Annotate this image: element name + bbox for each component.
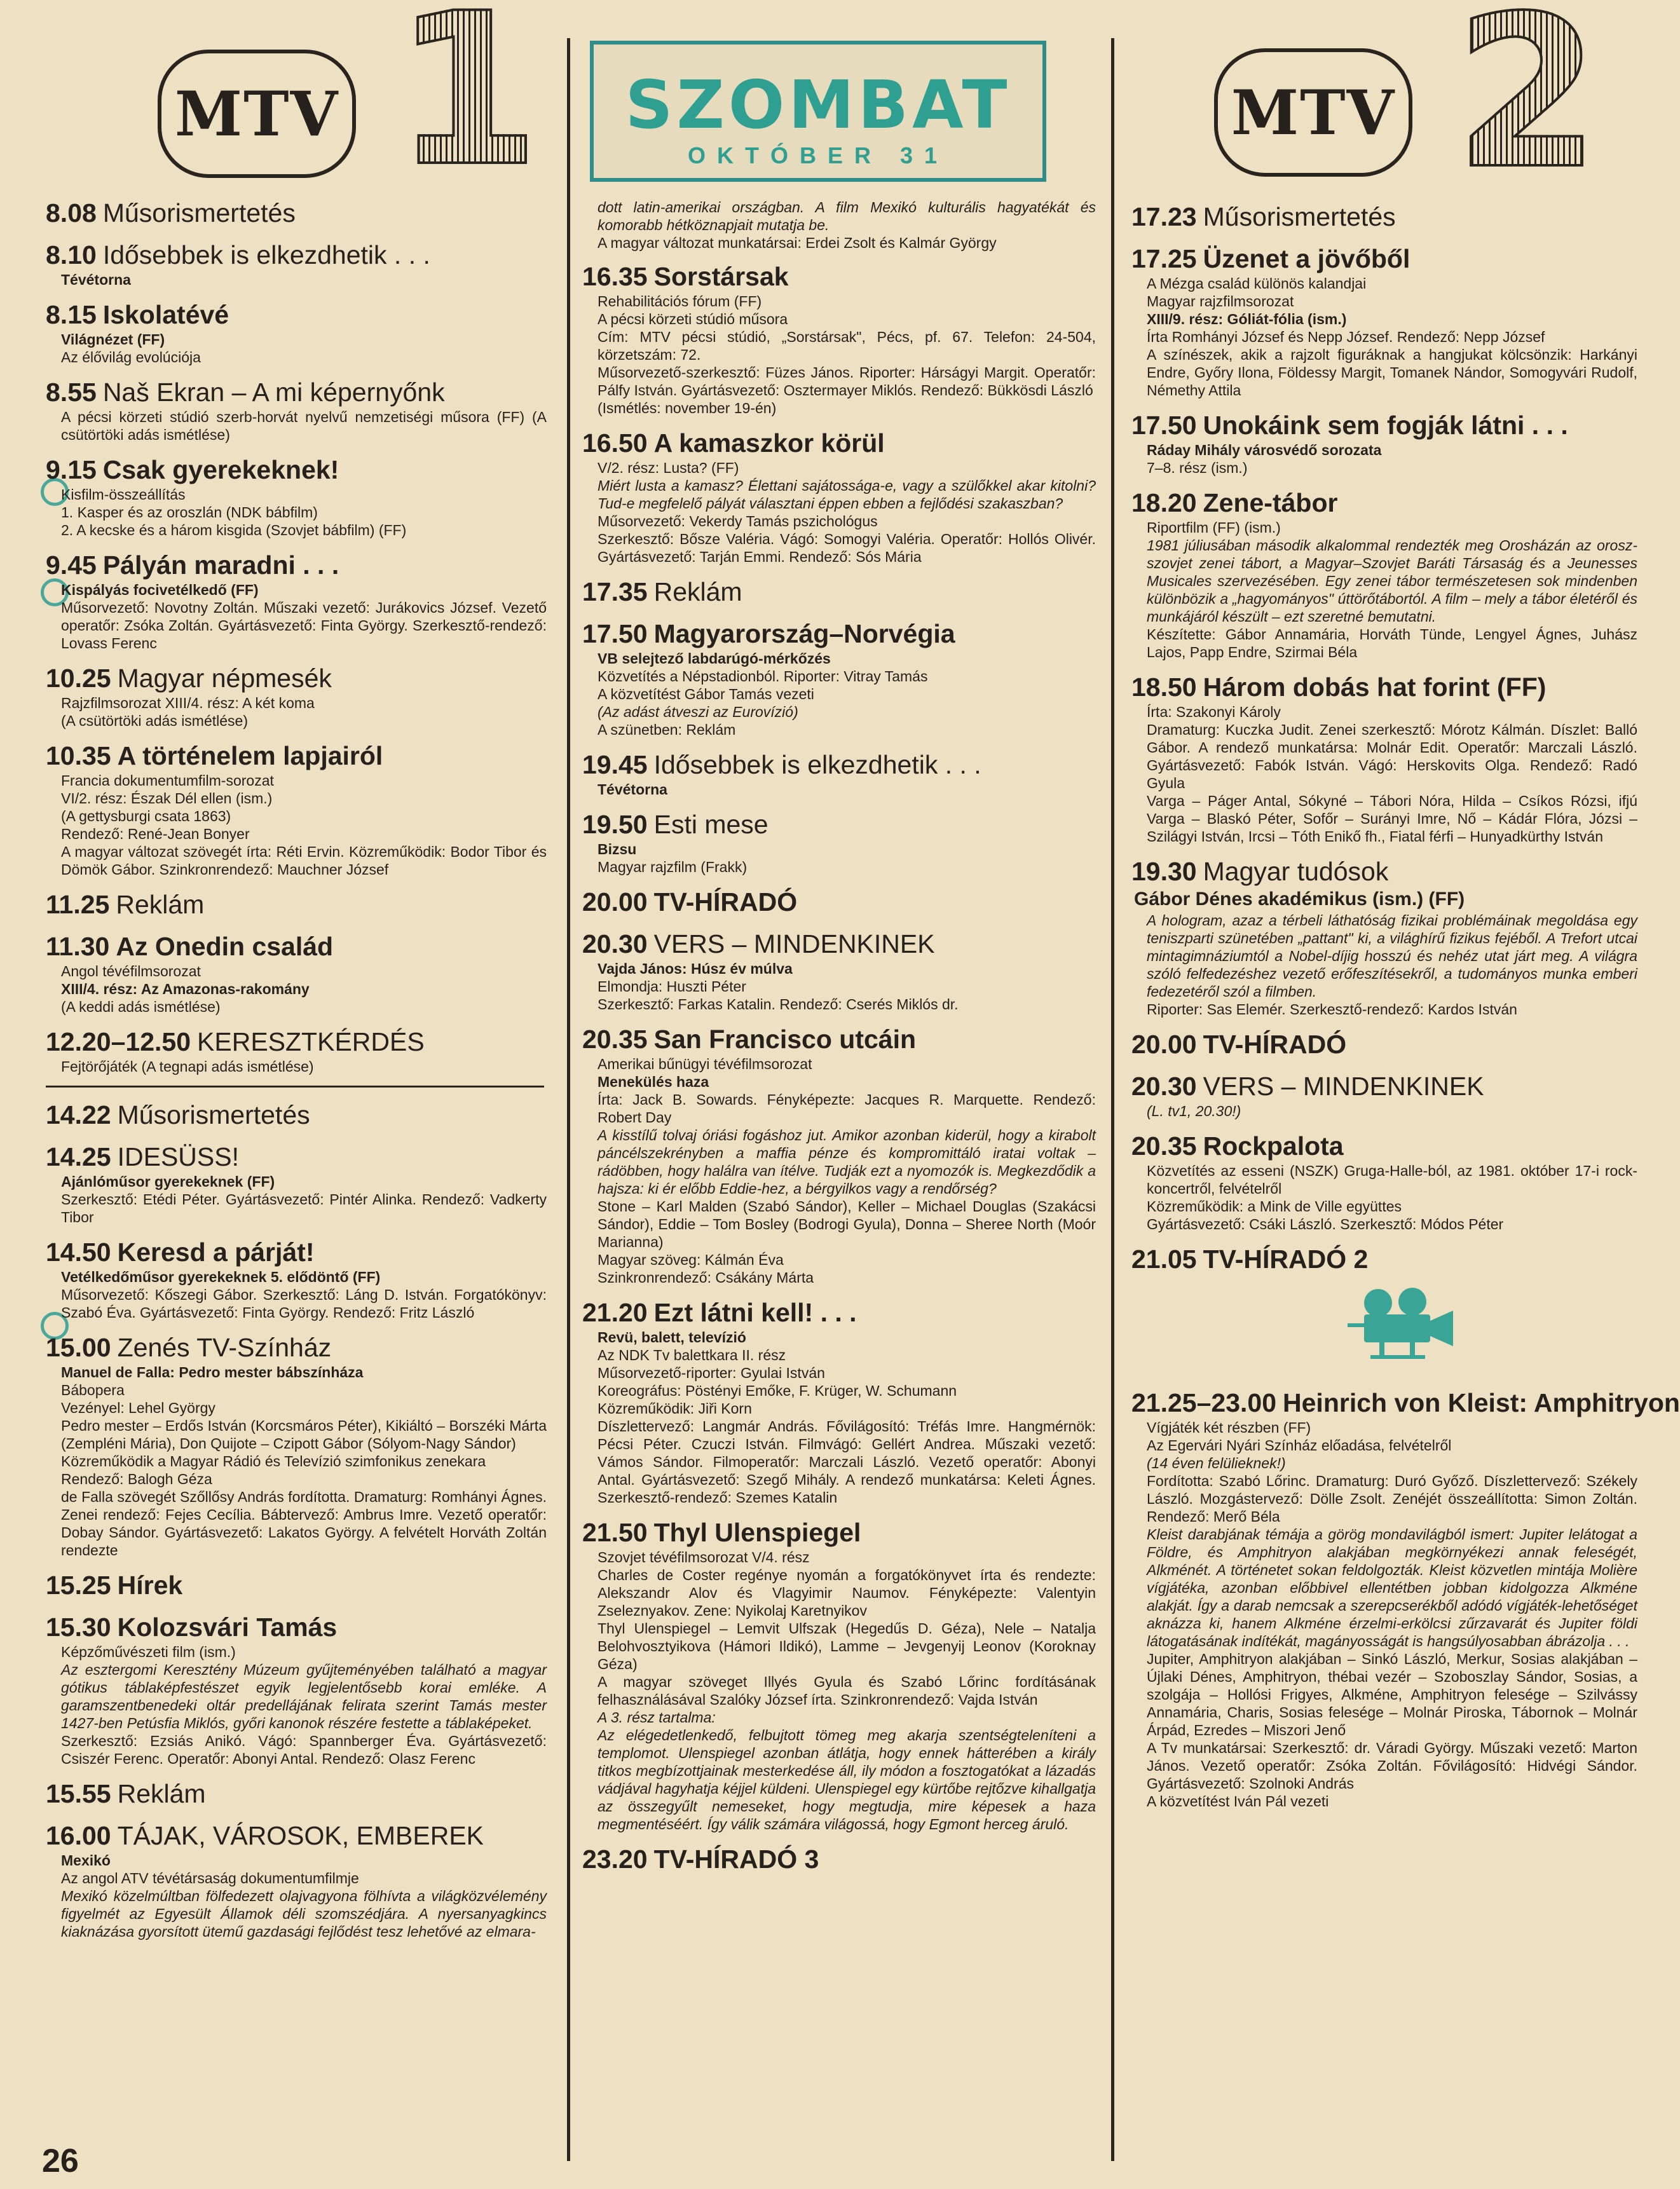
program-detail: Közreműködik: Jiři Korn <box>598 1400 752 1417</box>
program-title: Műsorismertetés <box>1203 202 1396 231</box>
program-time: 14.22 <box>46 1100 111 1129</box>
program-heading <box>1131 243 1640 275</box>
program-detail: Az elégedetlenkedő, felbujtott tömeg meg akarja szentségteleníteni a templomot. Ulenspiegel azonban átlátja, hogy ennek hátterében a király titkos megbízottjainak mesterkedése áll, ily módon a fosztogatókat a lázadás vádjával hagyhatja kéjjel küldeni. Ulenspiegel egy kürtőbe rejtőzve kihallgatja az összegyűlt nemeseket, hogy megtudja, mire képesek a haza megmentéséért. Így válik számára világossá, hogy Egmont herceg áruló. <box>598 1727 1096 1832</box>
program-time: 20.30 <box>1131 1072 1197 1101</box>
program-entry <box>582 576 1098 608</box>
program-heading <box>46 1820 549 1851</box>
program-time: 19.50 <box>582 810 648 839</box>
program-time: 21.25–23.00 <box>1131 1388 1277 1417</box>
program-detail: Fejtörőjáték (A tegnapi adás ismétlése) <box>61 1058 314 1075</box>
column-mtv1 <box>46 197 549 1951</box>
program-title: Kolozsvári Tamás <box>117 1613 338 1642</box>
program-entry <box>46 197 549 229</box>
program-detail: Vezényel: Lehel György <box>61 1400 215 1416</box>
program-heading <box>582 1297 1098 1328</box>
program-title: Reklám <box>653 577 742 606</box>
program-time: 17.50 <box>582 619 648 648</box>
program-entry <box>1131 243 1640 399</box>
program-title: Műsorismertetés <box>117 1100 310 1129</box>
program-entry <box>46 376 549 444</box>
program-entry <box>46 1099 549 1131</box>
program-detail: Vajda János: Húsz év múlva <box>598 960 793 977</box>
program-detail: Manuel de Falla: Pedro mester bábszínháza <box>61 1364 364 1381</box>
program-detail: Mexikó közelmúltban fölfedezett olajvagyona fölhívta a világközvélemény figyelmét az Egyesült Államok déli szomszédjára. A nyersanyagkincs kiaknázása gyorsított ütemű gazdasági fejlődést tesz lehetővé az elmara- <box>61 1888 547 1940</box>
channel1-number: 1 <box>394 0 540 186</box>
program-detail: Gábor Dénes akadémikus (ism.) (FF) <box>1134 889 1465 910</box>
program-time: 16.00 <box>46 1821 111 1850</box>
program-detail: 1981 júliusában második alkalommal rendezték meg Orosházán az orosz-szovjet zenei tábort, a Magyar–Szovjet Baráti Társaság és a Jeunesses Musicales szervezésében. Egy zenei tábor természetesen sok mindenben különbözik a „hagyományos" úttörőtábortól. A film – mely a tábor életéről és munkájáról készült – ezt szeretné bemutatni. <box>1147 537 1637 625</box>
program-title: VERS – MINDENKINEK <box>1203 1072 1484 1101</box>
program-detail: A Mézga család különös kalandjai <box>1147 275 1367 292</box>
program-detail: (Az adást átveszi az Eurovízió) <box>598 704 798 720</box>
program-detail: Ráday Mihály városvédő sorozata <box>1147 442 1382 458</box>
program-title: TV-HÍRADÓ <box>653 887 798 917</box>
program-detail: Írta Romhányi József és Nepp József. Rendező: Nepp József <box>1147 329 1545 345</box>
mtv1-logo-text: MTV <box>174 78 339 150</box>
program-detail: Világnézet (FF) <box>61 331 165 348</box>
program-time: 21.50 <box>582 1518 648 1547</box>
program-time: 21.20 <box>582 1298 648 1327</box>
program-entry <box>1131 1387 1680 1810</box>
program-detail: A pécsi körzeti stúdió műsora <box>598 311 788 327</box>
program-detail: A magyar változat munkatársai: Erdei Zsolt és Kalmár György <box>598 235 997 251</box>
program-heading <box>46 239 549 271</box>
program-heading <box>582 1517 1098 1548</box>
program-detail: VI/2. rész: Észak Dél ellen (ism.) <box>61 790 273 807</box>
program-detail: (Ismétlés: november 19-én) <box>598 400 777 416</box>
program-detail: Magyar rajzfilmsorozat <box>1147 293 1294 310</box>
program-heading <box>1131 671 1640 703</box>
program-entry <box>46 1569 549 1601</box>
program-detail: XIII/4. rész: Az Amazonas-rakomány <box>61 981 310 997</box>
program-title: TÁJAK, VÁROSOK, EMBEREK <box>117 1821 484 1850</box>
program-detail: Rajzfilmsorozat XIII/4. rész: A két koma <box>61 695 315 711</box>
program-title: Műsorismertetés <box>102 198 296 228</box>
program-entry <box>46 1820 549 1940</box>
program-detail: Műsorvezető: Vekerdy Tamás pszichológus <box>598 513 878 529</box>
channel2-number: 2 <box>1454 0 1601 188</box>
program-heading <box>46 889 549 920</box>
continued-text <box>582 198 1098 252</box>
program-detail: A közvetítést Iván Pál vezeti <box>1147 1793 1329 1810</box>
column-rule-right <box>1111 38 1114 2161</box>
program-heading <box>1131 856 1640 887</box>
program-entry <box>1131 1130 1640 1233</box>
program-heading <box>582 886 1098 918</box>
program-time: 15.30 <box>46 1613 111 1642</box>
program-entry <box>1131 1070 1640 1120</box>
program-heading <box>46 1141 549 1173</box>
program-entry <box>582 1023 1098 1286</box>
page-number: 26 <box>42 2143 79 2179</box>
program-time: 14.25 <box>46 1142 111 1171</box>
program-time: 15.55 <box>46 1779 111 1808</box>
program-time: 20.35 <box>582 1025 648 1054</box>
program-title: Idősebbek is elkezdhetik . . . <box>653 750 981 779</box>
program-title: Idősebbek is elkezdhetik . . . <box>102 240 430 269</box>
program-detail: Szerkesztő: Etédi Péter. Gyártásvezető: Pintér Alinka. Rendező: Vadkerty Tibor <box>61 1191 547 1225</box>
program-entry <box>1131 487 1640 661</box>
program-entry <box>46 889 549 920</box>
program-detail: A közvetítést Gábor Tamás vezeti <box>598 686 814 702</box>
program-detail: A magyar változat szövegét írta: Réti Ervin. Közreműködik: Bodor Tibor és Dömök Gábor. Szinkronrendező: Mauchner József <box>61 843 547 878</box>
program-title: Sorstársak <box>653 262 789 291</box>
program-detail: 1. Kasper és az oroszlán (NDK bábfilm) <box>61 504 318 521</box>
program-entry <box>46 549 549 652</box>
program-heading <box>46 549 549 581</box>
program-detail: Cím: MTV pécsi stúdió, „Sorstársak", Pécs, pf. 67. Telefon: 24-504, körzetszám: 72. <box>598 329 1096 363</box>
program-detail: Az élővilág evolúciója <box>61 349 201 365</box>
program-detail: Thyl Ulenspiegel – Lemvit Ulfszak (Hegedűs D. Géza), Nele – Natalja Belohvosztyikova (Hámori Ildikó), Lamme – Jevgenyij Leonov (Koroknay Géza) <box>598 1620 1096 1672</box>
program-title: KERESZTKÉRDÉS <box>197 1027 425 1056</box>
program-detail: Műsorvezető: Kőszegi Gábor. Szerkesztő: Láng D. István. Forgatókönyv: Szabó Éva. Gyártásvezető: Finta György. Rendező: Fritz László <box>61 1286 547 1321</box>
program-time: 15.00 <box>46 1333 111 1362</box>
program-time: 9.45 <box>46 550 97 580</box>
program-time: 8.55 <box>46 378 97 407</box>
program-title: San Francisco utcáin <box>653 1025 917 1054</box>
program-entry <box>46 740 549 878</box>
program-entry <box>1131 1243 1640 1275</box>
program-entry <box>582 427 1098 566</box>
program-title: Naš Ekran – A mi képernyőnk <box>102 378 445 407</box>
program-time: 17.35 <box>582 577 648 606</box>
program-time: 12.20–12.50 <box>46 1027 191 1056</box>
program-time: 10.25 <box>46 664 111 693</box>
program-time: 10.35 <box>46 741 111 770</box>
program-heading <box>582 261 1098 292</box>
program-detail: A színészek, akik a rajzolt figuráknak a hangjukat kölcsönzik: Harkányi Endre, Győry Ilona, Földessy Margit, Tomanek Nándor, Somogyvári Rudolf, Némethy Attila <box>1147 346 1637 399</box>
program-time: 9.15 <box>46 455 97 484</box>
program-entry <box>582 928 1098 1013</box>
program-detail: Vetélkedőműsor gyerekeknek 5. elődöntő (FF) <box>61 1269 381 1285</box>
program-detail: XIII/9. rész: Góliát-fólia (ism.) <box>1147 311 1347 327</box>
program-title: Csak gyerekeknek! <box>102 455 339 484</box>
program-detail: Szerkesztő: Ezsiás Anikó. Vágó: Spannberger Éva. Gyártásvezető: Csiszér Ferenc. Operatőr: Abonyi Antal. Rendező: Olasz Ferenc <box>61 1733 547 1767</box>
program-detail: A hologram, azaz a térbeli láthatóság fizikai problémáinak megoldása egy teniszparti szünetében „pattant" ki, a világhírű fizikus fejéből. A Trefort utcai mintagimnáziumtól a Nobel-díjig hosszú és nehéz utat járt meg. A világra szóló felfedezéshez vezető erőfeszítésekről, a tudományos munka emberi fedezetéről szól a filmben. <box>1147 912 1637 1000</box>
mtv2-programs <box>1131 201 1640 1275</box>
program-time: 19.45 <box>582 750 648 779</box>
program-detail: Miért lusta a kamasz? Élettani sajátossága-e, vagy a szülőkkel akar kitolni? Tud-e megfelelő pályát választani éppen ebben a fejlődési szakaszban? <box>598 477 1096 512</box>
program-entry <box>46 931 549 1016</box>
day-date: OKTÓBER 31 <box>687 142 949 168</box>
program-title: Magyarország–Norvégia <box>653 619 955 648</box>
program-heading <box>1131 1243 1640 1275</box>
column-mtv2 <box>1131 201 1680 1820</box>
mtv2-logo-text: MTV <box>1231 76 1396 149</box>
program-time: 8.15 <box>46 300 97 329</box>
program-entry <box>46 662 549 730</box>
program-heading <box>1131 1387 1680 1419</box>
program-detail: Műsorvezető: Novotny Zoltán. Műszaki vezető: Jurákovics József. Vezető operatőr: Zsóka Zoltán. Gyártásvezető: Finta György. Szerkesztő-rendező: Lovass Ferenc <box>61 599 547 651</box>
program-entry <box>582 749 1098 798</box>
program-time: 19.30 <box>1131 857 1197 886</box>
program-entry <box>46 1611 549 1768</box>
program-detail: Gyártásvezető: Csáki László. Szerkesztő: Módos Péter <box>1147 1216 1504 1232</box>
program-detail: Elmondja: Huszti Péter <box>598 978 746 995</box>
program-detail: Az angol ATV tévétársaság dokumentumfilmje <box>61 1870 359 1886</box>
program-title: A kamaszkor körül <box>653 428 885 458</box>
program-detail: Bábopera <box>61 1382 125 1398</box>
program-detail: Műsorvezető-riporter: Gyulai István <box>598 1365 825 1381</box>
program-detail: Írta: Szakonyi Károly <box>1147 704 1281 720</box>
program-detail: Angol tévéfilmsorozat <box>61 963 201 979</box>
mtv1-afternoon-programs <box>46 1099 549 1940</box>
day-name: SZOMBAT <box>625 66 1011 144</box>
program-title: TV-HÍRADÓ <box>1203 1030 1347 1059</box>
program-detail: A kisstílű tolvaj óriási fogáshoz jut. Amikor azonban kiderül, hogy a kirabolt páncélszekrényben a maffia pénze és kompromittáló iratai voltak – rádöbben, hogy halálra van ítélve. Tudják ezt a nyomozók is. Megkezdődik a hajsza: ki ér előbb Eddie-hez, a bérgyilkos vagy a rendőrség? <box>598 1127 1096 1197</box>
program-time: 17.25 <box>1131 244 1197 273</box>
program-heading <box>46 662 549 694</box>
program-detail: Charles de Coster regénye nyomán a forgatókönyvet írta és rendezte: Alekszandr Alov és Vlagyimir Naumov. Fényképezte: Valentyin Zseleznyakov. Zene: Nyikolaj Karetnyikov <box>598 1567 1096 1619</box>
program-entry <box>582 1297 1098 1506</box>
program-detail: Rehabilitációs fórum (FF) <box>598 293 762 310</box>
program-detail: Tévétorna <box>598 781 667 798</box>
program-title: Magyar népmesék <box>117 664 332 693</box>
program-detail: Riportfilm (FF) (ism.) <box>1147 519 1281 536</box>
program-heading <box>46 1026 549 1058</box>
mtv1-evening-programs <box>582 261 1098 1875</box>
program-detail: Varga – Páger Antal, Sókyné – Tábori Nóra, Hilda – Csíkos Rózsi, ifjú Varga – Blaskó Péter, Sofőr – Surányi Imre, Nő – Kádár Flóra, Józsi – Szilágyi István, Ircsi – Tóth Enikő fh., Fiatal férfi – Hunyadkürthy István <box>1147 793 1637 845</box>
program-time: 17.50 <box>1131 411 1197 440</box>
program-detail: 7–8. rész (ism.) <box>1147 460 1248 476</box>
program-entry <box>582 808 1098 876</box>
program-entry <box>582 886 1098 918</box>
program-heading <box>1131 201 1640 233</box>
program-detail: Szerkesztő: Farkas Katalin. Rendező: Cserés Miklós dr. <box>598 996 959 1013</box>
program-entry <box>1131 856 1640 1018</box>
program-entry <box>1131 201 1640 233</box>
program-detail: Pedro mester – Erdős István (Korcsmáros Péter), Kikiáltó – Borszéki Márta (Zempléni Mária), Don Quijote – Czipott Gábor (Sólyom-Nagy Sándor) <box>61 1417 547 1452</box>
program-detail: Rendező: René-Jean Bonyer <box>61 826 250 842</box>
program-entry <box>46 454 549 539</box>
program-detail: Képzőművészeti film (ism.) <box>61 1644 236 1660</box>
program-detail: Mexikó <box>61 1852 111 1869</box>
program-time: 20.00 <box>1131 1030 1197 1059</box>
program-detail: A szünetben: Reklám <box>598 721 736 738</box>
program-entry <box>582 261 1098 417</box>
program-heading <box>582 928 1098 960</box>
program-detail: Vígjáték két részben (FF) <box>1147 1419 1311 1436</box>
program-heading <box>582 427 1098 459</box>
program-title: Unokáink sem fogják látni . . . <box>1203 411 1568 440</box>
program-detail: Kispályás focivetélkedő (FF) <box>61 582 259 598</box>
program-detail: Az NDK Tv balettkara II. rész <box>598 1347 786 1363</box>
program-title: Magyar tudósok <box>1203 857 1389 886</box>
program-time: 15.25 <box>46 1571 111 1600</box>
program-heading <box>1131 1070 1640 1102</box>
program-detail: (A gettysburgi csata 1863) <box>61 808 231 824</box>
program-heading <box>46 740 549 772</box>
program-time: 20.00 <box>582 887 648 917</box>
program-entry <box>46 299 549 366</box>
program-title: Heinrich von Kleist: Amphitryon <box>1283 1388 1680 1417</box>
program-title: Ezt látni kell! . . . <box>653 1298 857 1327</box>
program-title: Az Onedin család <box>116 932 334 961</box>
program-detail: Francia dokumentumfilm-sorozat <box>61 772 274 789</box>
program-entry <box>1131 1028 1640 1060</box>
program-entry <box>46 1778 549 1810</box>
program-detail: Magyar rajzfilm (Frakk) <box>598 859 748 875</box>
program-detail: Kleist darabjának témája a görög mondavilágból ismert: Jupiter lelátogat a Földre, és Amphitryon alakjában megkörnyékezi annak feleségét, Alkménét. A történetet sokan feldolgozták. Kleist közvetlen mintája Molière vígjátéka, azonban előbbivel ellentétben jobban kidolgozza Alkméne alakját. Így a darab nemcsak a szerepcserékből adódó vígjáték-lehetőséget aknázza ki, hanem Alkméne érzelmi-erkölcsi zűrzavarát és Jupiter földi látogatásának indítékát, magányosságát is hangsúlyosabban ábrázolja . . . <box>1147 1526 1637 1649</box>
program-time: 18.50 <box>1131 672 1197 702</box>
program-heading <box>1131 409 1640 441</box>
program-title: IDESÜSS! <box>117 1142 239 1171</box>
program-entry <box>582 618 1098 739</box>
program-detail: Kisfilm-összeállítás <box>61 486 186 503</box>
program-title: Esti mese <box>653 810 768 839</box>
program-entry <box>1131 409 1640 477</box>
program-entry <box>46 1332 549 1559</box>
program-heading <box>582 576 1098 608</box>
program-detail: Dramaturg: Kuczka Judit. Zenei szerkesztő: Mórotz Kálmán. Díszlet: Balló Gábor. A rendező munkatársa: Molnár Edit. Operatőr: Marczali László. Gyártásvezető: Fabók István. Vágó: Herskovits Olga. Rendező: Radó Gyula <box>1147 721 1637 791</box>
program-detail: Stone – Karl Malden (Szabó Sándor), Keller – Michael Douglas (Szakácsi Sándor), Eddie – Tom Bosley (Bodrogi Gyula), Donna – Sheree North (Moór Marianna) <box>598 1198 1096 1250</box>
program-time: 21.05 <box>1131 1245 1197 1274</box>
program-entry <box>46 1236 549 1321</box>
program-title: Reklám <box>117 1779 206 1808</box>
program-detail: Revü, balett, televízió <box>598 1329 746 1346</box>
program-title: A történelem lapjairól <box>117 741 383 770</box>
program-heading <box>582 749 1098 781</box>
program-title: Rockpalota <box>1203 1131 1344 1161</box>
mtv2-logo <box>1214 48 1412 177</box>
program-time: 17.23 <box>1131 202 1197 231</box>
program-detail: A pécsi körzeti stúdió szerb-horvát nyelvű nemzetiségi műsora (FF) (A csütörtöki adás ismétlése) <box>61 409 547 443</box>
program-detail: (14 éven felülieknek!) <box>1147 1455 1286 1471</box>
program-heading <box>46 1236 549 1268</box>
program-time: 23.20 <box>582 1845 648 1874</box>
program-detail: Közvetítés a Népstadionból. Riporter: Vitray Tamás <box>598 668 928 685</box>
program-detail: Írta: Jack B. Sowards. Fényképezte: Jacques R. Marquette. Rendező: Robert Day <box>598 1091 1096 1126</box>
program-detail: (L. tv1, 20.30!) <box>1147 1103 1241 1119</box>
program-detail: Jupiter, Amphitryon alakjában – Sinkó László, Merkur, Sosias alakjában – Újlaki Dénes, Amphitryon, thébai vezér – Szoboszlay Sándor, Sosias, a szolgája – Hollósi Frigyes, Alkméne, Amphitryon felesége – Szilvássy Annamária, Charis, Sosias felesége – Molnár Piroska, Tábornok – Molnár Árpád, Ezredes – Miszori Jenő <box>1147 1651 1637 1738</box>
program-time: 16.50 <box>582 428 648 458</box>
program-heading <box>1131 1130 1640 1162</box>
program-detail: Műsorvezető-szerkesztő: Füzes János. Riporter: Hárságyi Margit. Operatőr: Pálfy István. Gyártásvezető: Osztermayer Miklós. Rendező: Bükkösdi László <box>598 364 1096 399</box>
program-heading <box>582 808 1098 840</box>
program-title: Pályán maradni . . . <box>102 550 339 580</box>
program-title: VERS – MINDENKINEK <box>653 929 935 958</box>
program-detail: Fordította: Szabó Lőrinc. Dramaturg: Duró Győző. Díszlettervező: Székely László. Mozgástervező: Dölle Zsolt. Zenéjét összeállította: Simon Zoltán. Rendező: Merő Béla <box>1147 1473 1637 1525</box>
program-entry <box>46 1026 549 1075</box>
program-heading <box>1131 487 1640 519</box>
program-detail: Tévétorna <box>61 271 131 288</box>
program-time: 18.20 <box>1131 488 1197 517</box>
program-heading <box>46 1099 549 1131</box>
program-heading <box>582 1023 1098 1055</box>
program-detail: 2. A kecske és a három kisgida (Szovjet bábfilm) (FF) <box>61 522 407 538</box>
program-heading <box>46 931 549 962</box>
program-detail: Riporter: Sas Elemér. Szerkesztő-rendező: Kardos István <box>1147 1001 1517 1018</box>
program-detail: Szerkesztő: Bősze Valéria. Vágó: Somogyi Valéria. Operatőr: Hollós Olivér. Gyártásvezető: Tarján Emmi. Rendező: Sós Mária <box>598 531 1096 565</box>
program-detail: Díszlettervező: Langmár András. Fővilágosító: Tréfás Imre. Hangmérnök: Pécsi Péter. Czuczi István. Filmvágó: Gellért Andrea. Műszaki vezető: Vámos Sándor. Filmoperatőr: Marczali László. Vezető operatőr: Abonyi Antal. Gyártásvezető: Szegő Mihály. A rendező munkatársa: Keleti Ágnes. Szerkesztő-rendező: Szemes Katalin <box>598 1418 1096 1506</box>
section-divider <box>46 1086 544 1088</box>
mtv1-logo <box>158 50 356 178</box>
program-detail: V/2. rész: Lusta? (FF) <box>598 460 739 476</box>
program-heading <box>582 1843 1098 1875</box>
program-detail: Közreműködik a Magyar Rádió és Televízió szimfonikus zenekara <box>61 1453 486 1470</box>
program-detail: Magyar szöveg: Kálmán Éva <box>598 1251 784 1268</box>
program-entry <box>582 1843 1098 1875</box>
program-detail: Közvetítés az esseni (NSZK) Gruga-Halle-ból, az 1981. október 17-i rock-koncertről, felvételről <box>1147 1163 1637 1197</box>
program-detail: Rendező: Balogh Géza <box>61 1471 212 1487</box>
program-detail: dott latin-amerikai országban. A film Mexikó kulturális hagyatékát és komorabb hétköznapjait mutatja be. <box>598 199 1096 233</box>
program-heading <box>46 376 549 408</box>
program-time: 16.35 <box>582 262 648 291</box>
program-entry <box>46 1141 549 1226</box>
program-title: Három dobás hat forint (FF) <box>1203 672 1547 702</box>
mtv1-morning-programs <box>46 197 549 1075</box>
program-detail: A Tv munkatársai: Szerkesztő: dr. Váradi György. Műszaki vezető: Marton János. Vezető operatőr: Zsóka Zoltán. Fővilágosító: Hidvégi Sándor. Gyártásvezető: Szolnoki András <box>1147 1740 1637 1792</box>
day-banner <box>590 41 1046 182</box>
program-time: 20.35 <box>1131 1131 1197 1161</box>
program-detail: Amerikai bűnügyi tévéfilmsorozat <box>598 1056 812 1072</box>
film-camera-icon <box>1341 1285 1468 1361</box>
program-detail: Bizsu <box>598 841 637 857</box>
program-title: Zenés TV-Színház <box>117 1333 332 1362</box>
program-heading <box>46 197 549 229</box>
program-title: Keresd a párját! <box>117 1238 315 1267</box>
program-time: 8.10 <box>46 240 97 269</box>
program-detail: Készítette: Gábor Annamária, Horváth Tünde, Lengyel Ágnes, Juhász Lajos, Papp Endre, Szirmai Béla <box>1147 626 1637 660</box>
program-heading <box>46 1332 549 1363</box>
program-heading <box>1131 1028 1640 1060</box>
program-time: 11.25 <box>46 890 110 919</box>
program-entry <box>582 1517 1098 1833</box>
program-detail: de Falla szövegét Szőllősy András fordította. Dramaturg: Romhányi Ágnes. Zenei rendező: Fejes Cecília. Bábtervező: Ambrus Imre. Vezető operatőr: Dobay Sándor. Gyártásvezető: Lakatos György. A felvételt Horváth Zoltán rendezte <box>61 1489 547 1558</box>
program-detail: Ajánlóműsor gyerekeknek (FF) <box>61 1173 275 1190</box>
program-detail: (A keddi adás ismétlése) <box>61 999 221 1015</box>
program-time: 11.30 <box>46 932 110 961</box>
program-detail: Szovjet tévéfilmsorozat V/4. rész <box>598 1549 810 1565</box>
program-detail: Koreográfus: Pöstényi Emőke, F. Krüger, W. Schumann <box>598 1382 957 1399</box>
program-detail: Menekülés haza <box>598 1074 709 1090</box>
program-heading <box>46 1611 549 1643</box>
program-detail: VB selejtező labdarúgó-mérkőzés <box>598 650 831 667</box>
program-title: Iskolatévé <box>102 300 229 329</box>
program-heading <box>46 1778 549 1810</box>
program-entry <box>46 239 549 289</box>
program-title: TV-HÍRADÓ 2 <box>1203 1245 1369 1274</box>
program-title: Zene-tábor <box>1203 488 1338 517</box>
column-mtv1-continued <box>582 198 1098 1885</box>
program-heading <box>46 1569 549 1601</box>
program-heading <box>46 454 549 486</box>
program-time: 20.30 <box>582 929 648 958</box>
program-title: Thyl Ulenspiegel <box>653 1518 861 1547</box>
program-detail: A magyar szöveget Illyés Gyula és Szabó Lőrinc fordításának felhasználásával Szalóky József írta. Szinkronrendező: Vajda István <box>598 1674 1096 1708</box>
program-title: Reklám <box>116 890 205 919</box>
program-detail: Az Egervári Nyári Színház előadása, felvételről <box>1147 1437 1452 1454</box>
program-entry <box>1131 671 1640 845</box>
program-title: Hírek <box>117 1571 183 1600</box>
program-detail: A 3. rész tartalma: <box>598 1709 716 1726</box>
program-heading <box>46 299 549 331</box>
program-time: 8.08 <box>46 198 97 228</box>
mtv2-late-programs <box>1131 1387 1680 1810</box>
program-heading <box>582 618 1098 650</box>
program-title: TV-HÍRADÓ 3 <box>653 1845 819 1874</box>
program-detail: Szinkronrendező: Csákány Márta <box>598 1269 814 1286</box>
program-detail: Közreműködik: a Mink de Ville együttes <box>1147 1198 1402 1215</box>
program-title: Üzenet a jövőből <box>1203 244 1410 273</box>
program-detail: (A csütörtöki adás ismétlése) <box>61 713 249 729</box>
column-rule-left <box>567 38 570 2161</box>
program-detail: Az esztergomi Keresztény Múzeum gyűjteményében található a magyar gótikus táblaképfestészet egyik legjelentősebb korai emléke. A garamszentbenedeki oltár predellájának felirata szerint Tamás mester 1427-ben Petúsfia Miklós, győri kanonok részére festette a táblaképeket. <box>61 1661 547 1731</box>
program-time: 14.50 <box>46 1238 111 1267</box>
